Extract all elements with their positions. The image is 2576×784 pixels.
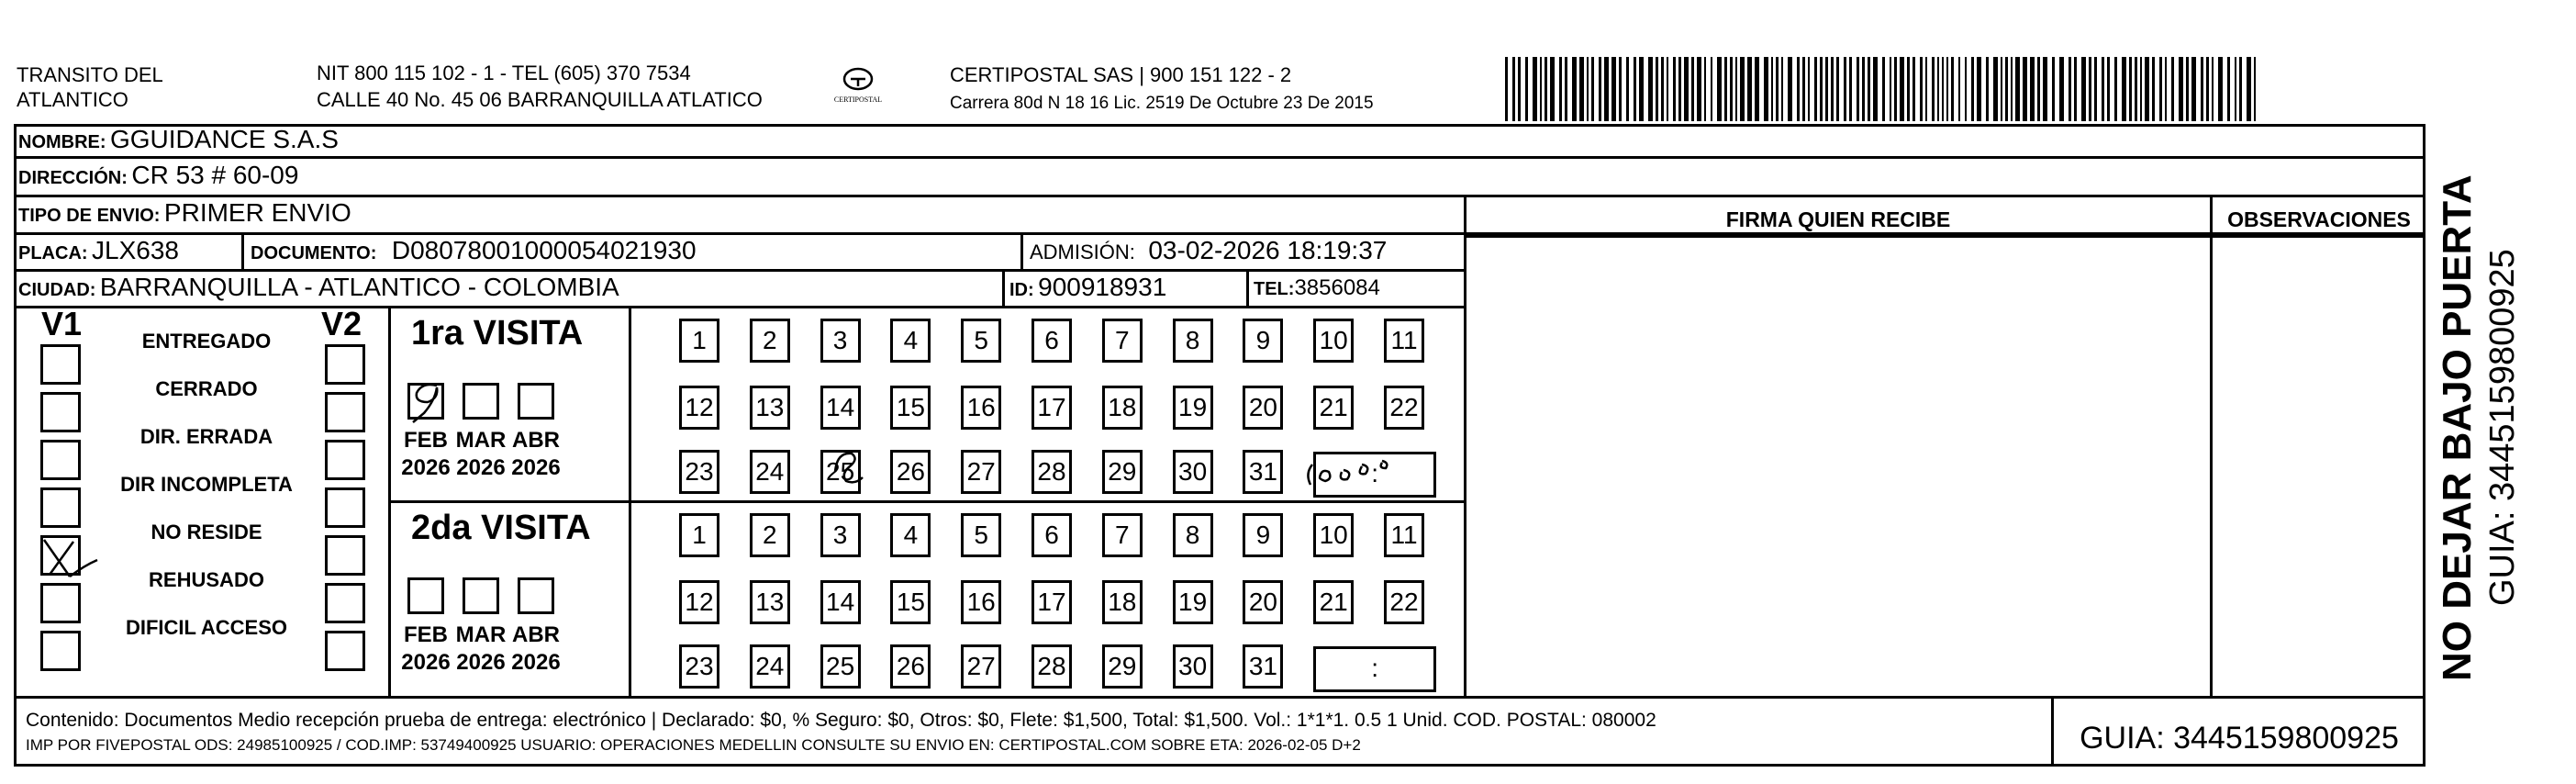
visit-2-day-9[interactable]: 9 (1243, 513, 1283, 557)
month-label: ABR (512, 428, 560, 453)
barcode-bar (1882, 57, 1885, 121)
admision-label: ADMISIÓN: (1030, 241, 1135, 263)
barcode-bar (2005, 57, 2008, 121)
barcode-bar (1544, 57, 1547, 121)
visit-2-day-29[interactable]: 29 (1102, 644, 1143, 689)
visit-1-month-abr (504, 427, 568, 482)
barcode-bar (1814, 57, 1817, 121)
v2-header: V2 (321, 305, 362, 342)
barcode-bar (1587, 57, 1589, 121)
barcode-bar (1900, 57, 1904, 121)
field-documento (251, 236, 697, 265)
barcode-bar (2179, 57, 2183, 121)
visit-1-day-22[interactable]: 22 (1384, 386, 1424, 430)
carrier-details (950, 62, 1374, 116)
barcode-bar (2191, 57, 2196, 121)
visit-2-day-24[interactable]: 24 (750, 644, 790, 689)
barcode-bar (2159, 57, 2162, 121)
barcode-bar (2011, 57, 2013, 121)
visit-1-day-25[interactable]: 25 (820, 450, 861, 494)
visit-1-day-23[interactable]: 23 (679, 450, 719, 494)
barcode-bar (1735, 57, 1737, 121)
id-label: ID: (1009, 280, 1034, 300)
barcode-bar (1730, 57, 1733, 121)
visit-1-day-9[interactable]: 9 (1243, 319, 1283, 363)
side-guia: GUIA: 3445159800925 (2483, 249, 2522, 606)
barcode-bar (1873, 57, 1878, 121)
direccion-value: CR 53 # 60-09 (131, 161, 299, 189)
barcode-bar (1525, 57, 1528, 121)
checkmark-no-reside (37, 532, 110, 588)
barcode-bar (1844, 57, 1846, 121)
barcode-bar (1559, 57, 1562, 121)
visit-2-day-17[interactable]: 17 (1032, 580, 1072, 624)
status-label: ENTREGADO (141, 330, 272, 353)
id-value: 900918931 (1038, 273, 1167, 301)
barcode-bar (2206, 57, 2209, 121)
barcode-bar (2218, 57, 2223, 121)
visit-2-day-19[interactable]: 19 (1173, 580, 1213, 624)
barcode-bar (1639, 57, 1644, 121)
barcode-bar (1667, 57, 1668, 121)
barcode-bar (2186, 57, 2189, 121)
issuer-line-2: ATLANTICO (17, 88, 128, 111)
documento-label: DOCUMENTO: (251, 243, 377, 263)
visit-2-day-12[interactable]: 12 (679, 580, 719, 624)
barcode-bar (2239, 57, 2242, 121)
barcode-bar (1868, 57, 1870, 121)
tracking-barcode (1505, 57, 2262, 121)
field-tel (1254, 275, 1380, 301)
visit-2-time-box[interactable]: : (1313, 646, 1436, 692)
barcode-bar (2235, 57, 2236, 121)
visit-2-day-8[interactable]: 8 (1173, 513, 1213, 557)
barcode-bar (1932, 57, 1935, 121)
visit-1-day-17[interactable]: 17 (1032, 386, 1072, 430)
visit-2-day-4[interactable]: 4 (890, 513, 931, 557)
v1-checkbox-cerrado[interactable] (40, 392, 81, 432)
v1-checkbox-dificil-acceso[interactable] (40, 631, 81, 671)
visit-1-day-31[interactable]: 31 (1243, 450, 1283, 494)
year-label: 2026 (401, 455, 451, 480)
visit-1-day-26[interactable]: 26 (890, 450, 931, 494)
barcode-bar (1591, 57, 1594, 121)
v2-checkbox-entregado[interactable] (325, 344, 365, 385)
year-label: 2026 (456, 455, 506, 480)
field-ciudad (18, 273, 619, 302)
month-label: FEB (404, 428, 448, 453)
barcode-bar (1747, 57, 1752, 121)
barcode-bar (1550, 57, 1555, 121)
visit-1-day-28[interactable]: 28 (1032, 450, 1072, 494)
visit-2-day-25[interactable]: 25 (820, 644, 861, 689)
barcode-bar (1986, 57, 1989, 121)
barcode-bar (1704, 57, 1706, 121)
visit-2-month-abr (504, 622, 568, 677)
barcode-bar (2015, 57, 2020, 121)
barcode-bar (1907, 57, 1910, 121)
v2-checkbox-dir-errada[interactable] (325, 440, 365, 480)
v2-checkbox-rehusado[interactable] (325, 583, 365, 623)
v2-checkbox-cerrado[interactable] (325, 392, 365, 432)
barcode-bar (1697, 57, 1701, 121)
ciudad-label: CIUDAD: (18, 280, 96, 300)
v1-checkbox-dir-errada[interactable] (40, 440, 81, 480)
visit-1-day-27[interactable]: 27 (961, 450, 1001, 494)
checkmark-day-25 (822, 444, 877, 496)
v2-checkbox-dificil-acceso[interactable] (325, 631, 365, 671)
visit-1-day-3[interactable]: 3 (820, 319, 861, 363)
barcode-bar (2089, 57, 2091, 121)
barcode-bar (1836, 57, 1839, 121)
barcode-bar (1518, 57, 1521, 121)
visit-2-day-15[interactable]: 15 (890, 580, 931, 624)
barcode-bar (1540, 57, 1542, 121)
year-label: 2026 (456, 650, 506, 675)
barcode-bar (1656, 57, 1658, 121)
visit-2-day-18[interactable]: 18 (1102, 580, 1143, 624)
barcode-bar (2122, 57, 2126, 121)
visit-2-day-11[interactable]: 11 (1384, 513, 1424, 557)
visit-1-day-6[interactable]: 6 (1032, 319, 1072, 363)
barcode-bar (1857, 57, 1859, 121)
barcode-bar (2069, 57, 2071, 121)
barcode-bar (1661, 57, 1664, 121)
month-label: FEB (404, 622, 448, 647)
barcode-bar (1925, 57, 1927, 121)
visit-1-month-checkbox-abr[interactable] (518, 383, 554, 420)
visit-2-day-23[interactable]: 23 (679, 644, 719, 689)
barcode-bar (2030, 57, 2035, 121)
barcode-bar (2135, 57, 2137, 121)
issuer-line-1: TRANSITO DEL (17, 63, 163, 86)
barcode-bar (2227, 57, 2230, 121)
barcode-bar (1825, 57, 1828, 121)
barcode-bar (1820, 57, 1823, 121)
field-direccion (18, 161, 298, 190)
barcode-bar (2201, 57, 2203, 121)
nombre-value: GGUIDANCE S.A.S (110, 125, 339, 153)
barcode-bar (1971, 57, 1974, 121)
month-label: MAR (455, 622, 507, 647)
barcode-bar (1977, 57, 1981, 121)
barcode-bar (1611, 57, 1616, 121)
admision-value: 03-02-2026 18:19:37 (1148, 236, 1388, 264)
logo-text: CERTIPOSTAL (833, 95, 883, 104)
barcode-bar (1831, 57, 1834, 121)
status-label: REHUSADO (149, 568, 264, 591)
barcode-bar (1808, 57, 1810, 121)
barcode-bar (2023, 57, 2027, 121)
visit-1-day-16[interactable]: 16 (961, 386, 1001, 430)
v2-checkbox-dir-incompleta[interactable] (325, 487, 365, 528)
nit-line: NIT 800 115 102 - 1 - TEL (605) 370 7534 (317, 62, 691, 84)
visit-2-month-checkbox-mar[interactable] (463, 577, 499, 614)
barcode-bar (1776, 57, 1779, 121)
barcode-bar (1942, 57, 1944, 121)
barcode-bar (2129, 57, 2132, 121)
barcode-bar (1512, 57, 1515, 121)
visit-1-day-14[interactable]: 14 (820, 386, 861, 430)
barcode-bar (2074, 57, 2077, 121)
visit-2-day-7[interactable]: 7 (1102, 513, 1143, 557)
visit-2-day-30[interactable]: 30 (1173, 644, 1213, 689)
status-label: DIR INCOMPLETA (120, 473, 293, 496)
visit-1-day-5[interactable]: 5 (961, 319, 1001, 363)
visit-2-day-27[interactable]: 27 (961, 644, 1001, 689)
checkmark-feb-visit-1 (404, 376, 459, 431)
visit-2-day-31[interactable]: 31 (1243, 644, 1283, 689)
visit-1-day-2[interactable]: 2 (750, 319, 790, 363)
barcode-bar (1890, 57, 1891, 121)
barcode-bar (1894, 57, 1897, 121)
barcode-bar (2152, 57, 2155, 121)
field-tipo-envio (18, 198, 351, 228)
barcode-bar (2001, 57, 2002, 121)
visit-2-day-14[interactable]: 14 (820, 580, 861, 624)
v1-header: V1 (41, 305, 83, 342)
side-warning: NO DEJAR BAJO PUERTA (2435, 174, 2480, 681)
barcode-bar (2114, 57, 2117, 121)
barcode-bar (1599, 57, 1601, 121)
barcode-bar (1912, 57, 1915, 121)
carrier-license: Carrera 80d N 18 16 Lic. 2519 De Octubre 23 De 2015 (950, 94, 1374, 113)
field-id (1009, 273, 1166, 302)
visit-1-day-15[interactable]: 15 (890, 386, 931, 430)
visit-2-day-10[interactable]: 10 (1313, 513, 1354, 557)
barcode-bar (1993, 57, 1998, 121)
barcode-bar (2140, 57, 2142, 121)
barcode-bar (1634, 57, 1636, 121)
barcode-bar (1619, 57, 1622, 121)
barcode-bar (1849, 57, 1852, 121)
barcode-bar (1505, 57, 1508, 121)
barcode-bar (2094, 57, 2097, 121)
barcode-bar (2102, 57, 2104, 121)
barcode-bar (1951, 57, 1954, 121)
visit-1-day-7[interactable]: 7 (1102, 319, 1143, 363)
address-line: CALLE 40 No. 45 06 BARRANQUILLA ATLATICO (317, 88, 763, 111)
v1-checkbox-entregado[interactable] (40, 344, 81, 385)
issuer-name (17, 62, 163, 112)
status-label: DIR. ERRADA (139, 425, 273, 448)
year-label: 2026 (511, 455, 561, 480)
barcode-bar (1788, 57, 1792, 121)
month-label: ABR (512, 622, 560, 647)
barcode-bar (2107, 57, 2110, 121)
barcode-bar (2052, 57, 2055, 121)
visit-1-day-11[interactable]: 11 (1384, 319, 1424, 363)
barcode-bar (1724, 57, 1727, 121)
visit-2-day-28[interactable]: 28 (1032, 644, 1072, 689)
barcode-bar (1764, 57, 1768, 121)
observations-area[interactable] (2213, 238, 2425, 696)
visit-2-month-checkbox-abr[interactable] (518, 577, 554, 614)
tipo-envio-label: TIPO DE ENVIO: (18, 206, 161, 226)
visit-1-day-19[interactable]: 19 (1173, 386, 1213, 430)
carrier-line: CERTIPOSTAL SAS | 900 151 122 - 2 (950, 63, 1292, 86)
visit-1-day-21[interactable]: 21 (1313, 386, 1354, 430)
barcode-bar (2254, 57, 2256, 121)
barcode-bar (2145, 57, 2149, 121)
field-placa (18, 236, 179, 265)
visit-1-day-8[interactable]: 8 (1173, 319, 1213, 363)
tel-label: TEL: (1254, 279, 1295, 299)
barcode-bar (1626, 57, 1629, 121)
handwritten-time (1301, 446, 1430, 492)
barcode-bar (2059, 57, 2064, 121)
visit-2-day-6[interactable]: 6 (1032, 513, 1072, 557)
placa-label: PLACA: (18, 243, 88, 263)
visit-1-day-30[interactable]: 30 (1173, 450, 1213, 494)
barcode-bar (1604, 57, 1609, 121)
visit-2-day-3[interactable]: 3 (820, 513, 861, 557)
barcode-bar (2081, 57, 2086, 121)
field-admision (1030, 236, 1387, 265)
barcode-bar (2043, 57, 2047, 121)
visit-1-day-13[interactable]: 13 (750, 386, 790, 430)
visit-1-day-18[interactable]: 18 (1102, 386, 1143, 430)
direccion-label: DIRECCIÓN: (18, 168, 128, 188)
visit-2-month-checkbox-feb[interactable] (407, 577, 444, 614)
visit-2-day-2[interactable]: 2 (750, 513, 790, 557)
visit-1-month-checkbox-mar[interactable] (463, 383, 499, 420)
barcode-bar (1648, 57, 1653, 121)
visit-2-day-21[interactable]: 21 (1313, 580, 1354, 624)
year-label: 2026 (401, 650, 451, 675)
barcode-bar (1946, 57, 1948, 121)
barcode-bar (1802, 57, 1805, 121)
barcode-bar (1797, 57, 1800, 121)
barcode-bar (2247, 57, 2251, 121)
visit-1-day-24[interactable]: 24 (750, 450, 790, 494)
barcode-bar (1572, 57, 1577, 121)
footer-guia: GUIA: 3445159800925 (2080, 721, 2399, 756)
visit-1-day-1[interactable]: 1 (679, 319, 719, 363)
barcode-bar (1740, 57, 1745, 121)
field-nombre (18, 125, 339, 154)
visit-1-time-box[interactable]: : (1313, 452, 1436, 498)
v1-checkbox-dir-incompleta[interactable] (40, 487, 81, 528)
firma-header: FIRMA QUIEN RECIBE (1725, 207, 1951, 231)
visit-1-day-10[interactable]: 10 (1313, 319, 1354, 363)
v2-checkbox-no-reside[interactable] (325, 535, 365, 576)
signature-area[interactable] (1466, 238, 2210, 696)
visit-1-day-29[interactable]: 29 (1102, 450, 1143, 494)
status-label: CERRADO (155, 377, 258, 400)
documento-value: D08078001000054021930 (391, 236, 697, 264)
status-label: NO RESIDE (151, 521, 262, 543)
certipostal-logo (831, 59, 886, 114)
visit-2-day-1[interactable]: 1 (679, 513, 719, 557)
visit-2-day-16[interactable]: 16 (961, 580, 1001, 624)
barcode-bar (2212, 57, 2214, 121)
barcode-bar (2171, 57, 2174, 121)
tipo-envio-value: PRIMER ENVIO (163, 198, 351, 227)
barcode-bar (1781, 57, 1783, 121)
barcode-bar (1678, 57, 1681, 121)
visit-2-day-20[interactable]: 20 (1243, 580, 1283, 624)
visit-2-title: 2da VISITA (411, 509, 591, 547)
tel-value: 3856084 (1294, 275, 1380, 300)
barcode-bar (1684, 57, 1689, 121)
visit-1-day-20[interactable]: 20 (1243, 386, 1283, 430)
nombre-label: NOMBRE: (18, 132, 106, 152)
barcode-bar (1937, 57, 1939, 121)
barcode-bar (1755, 57, 1759, 121)
visit-2-day-26[interactable]: 26 (890, 644, 931, 689)
barcode-bar (1673, 57, 1676, 121)
barcode-bar (1579, 57, 1584, 121)
visit-2-day-5[interactable]: 5 (961, 513, 1001, 557)
visit-2-day-22[interactable]: 22 (1384, 580, 1424, 624)
observaciones-header: OBSERVACIONES (2227, 207, 2411, 231)
visit-1-day-12[interactable]: 12 (679, 386, 719, 430)
barcode-bar (1920, 57, 1923, 121)
barcode-bar (1771, 57, 1773, 121)
issuer-details (317, 61, 763, 112)
barcode-bar (1565, 57, 1567, 121)
barcode-bar (1958, 57, 1960, 121)
barcode-bar (2165, 57, 2167, 121)
barcode-bar (1717, 57, 1722, 121)
month-label: MAR (455, 428, 507, 453)
barcode-bar (1862, 57, 1865, 121)
year-label: 2026 (511, 650, 561, 675)
content-line: Contenido: Documentos Medio recepción prueba de entrega: electrónico | Declarado: $0, % Seguro: $0, Otros: $0, Flete: $1,500, Total: $1,500. Vol.: 1*1*1. 0.5 1 Unid. COD. POSTAL: 080002 (26, 710, 1656, 731)
barcode-bar (1965, 57, 1967, 121)
v1-checkbox-rehusado[interactable] (40, 583, 81, 623)
imp-line: IMP POR FIVEPOSTAL ODS: 24985100925 / COD.IMP: 53749400925 USUARIO: OPERACIONES MEDELLIN CONSULTE SU ENVIO EN: CERTIPOSTAL.COM SOBRE ETA: 2026-02-05 D+2 (26, 736, 1361, 754)
visit-1-title: 1ra VISITA (411, 314, 584, 353)
status-label: DIFICIL ACCESO (125, 616, 287, 639)
barcode-bar (1711, 57, 1712, 121)
visit-2-day-13[interactable]: 13 (750, 580, 790, 624)
placa-value: JLX638 (92, 236, 179, 264)
barcode-bar (1533, 57, 1537, 121)
visit-1-day-4[interactable]: 4 (890, 319, 931, 363)
ciudad-value: BARRANQUILLA - ATLANTICO - COLOMBIA (99, 273, 619, 301)
barcode-bar (1691, 57, 1694, 121)
barcode-bar (2037, 57, 2040, 121)
